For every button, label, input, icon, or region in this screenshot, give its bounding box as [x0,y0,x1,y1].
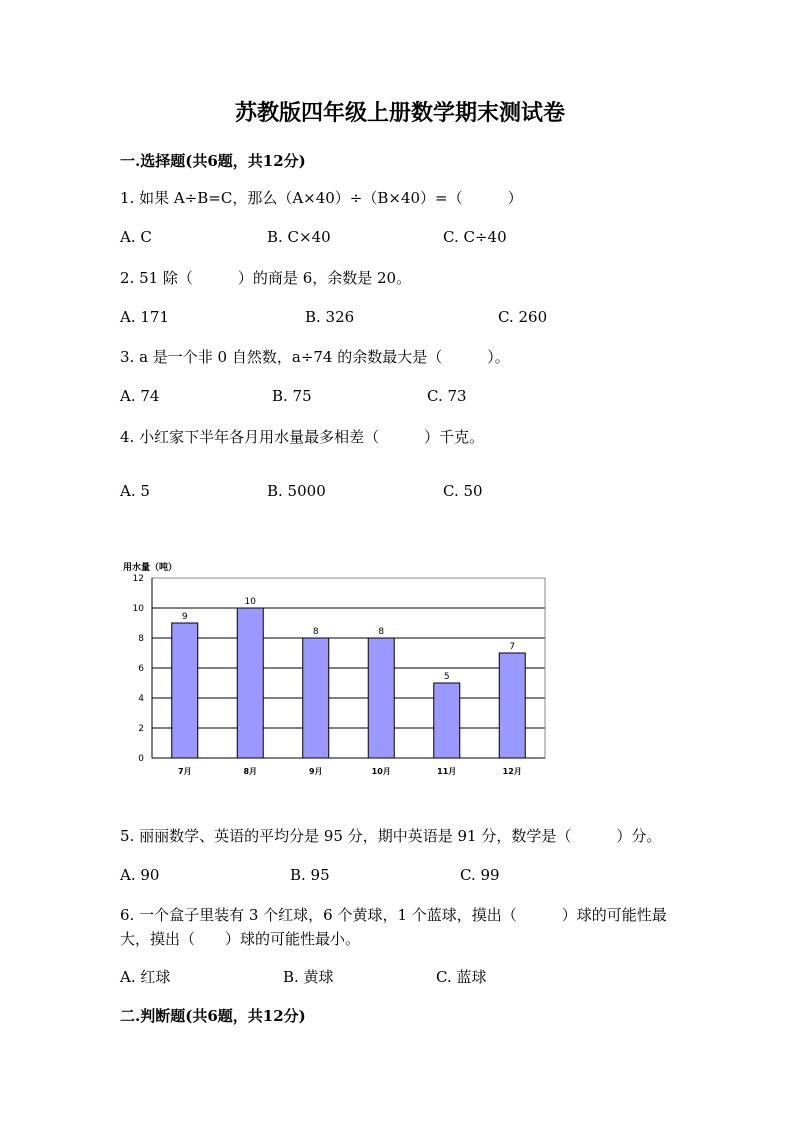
chart-bar [368,638,394,758]
q1-option-c: C. C÷40 [443,228,507,246]
chart-y-tick-label: 0 [138,754,144,764]
chart-y-tick-label: 12 [132,574,144,584]
chart-y-tick-label: 2 [138,724,144,734]
q6-option-a: A. 红球 [120,968,171,986]
chart-bar [499,653,525,758]
chart-x-tick-label: 7月 [177,767,192,776]
page-title: 苏教版四年级上册数学期末测试卷 [234,100,565,126]
chart-x-tick-label: 9月 [308,767,323,776]
chart-bar [172,623,198,758]
question-5: 5. 丽丽数学、英语的平均分是 95 分，期中英语是 91 分，数学是（ ）分。 [120,827,662,845]
chart-data-label: 5 [443,672,450,682]
chart-data-label: 8 [378,627,385,637]
q2-option-c: C. 260 [498,308,548,326]
chart-y-tick-label: 10 [132,604,144,614]
q5-option-c: C. 99 [460,866,500,884]
q4-option-c: C. 50 [443,482,483,500]
water-usage-bar-chart [118,555,558,790]
chart-data-label: 9 [181,612,188,622]
chart-x-tick-label: 11月 [437,767,457,776]
chart-x-tick-label: 8月 [243,767,258,776]
q4-option-a: A. 5 [120,482,150,500]
question-6: 6. 一个盒子里装有 3 个红球，6 个黄球，1 个蓝球，摸出（ ）球的可能性最大，摸出（ ）球的可能性最小。 [120,906,667,948]
section-heading-judgment: 二.判断题(共6题，共12分) [120,1007,306,1025]
q2-option-b: B. 326 [305,308,355,326]
q5-option-b: B. 95 [290,866,330,884]
question-3: 3. a 是一个非 0 自然数，a÷74 的余数最大是（ ）。 [120,348,510,366]
chart-y-tick-label: 6 [138,664,144,674]
q1-option-b: B. C×40 [267,228,331,246]
chart-bar [303,638,329,758]
chart-y-tick-label: 8 [138,634,144,644]
q3-option-b: B. 75 [272,387,312,405]
chart-y-tick-label: 4 [138,694,144,704]
q1-option-a: A. C [120,228,152,246]
chart-x-tick-label: 12月 [502,767,522,776]
chart-data-label: 8 [312,627,319,637]
q5-option-a: A. 90 [120,866,160,884]
chart-bar [434,683,460,758]
chart-x-tick-label: 10月 [371,767,391,776]
q2-option-a: A. 171 [120,308,169,326]
question-4: 4. 小红家下半年各月用水量最多相差（ ）千克。 [120,428,485,446]
section-heading-choice: 一.选择题(共6题，共12分) [120,152,306,170]
q3-option-c: C. 73 [427,387,467,405]
question-1: 1. 如果 A÷B=C，那么（A×40）÷（B×40）=（ ） [120,189,523,207]
chart-data-label: 7 [509,642,516,652]
chart-bar [237,608,263,758]
q3-option-a: A. 74 [120,387,160,405]
chart-y-axis-label: 用水量（吨） [123,563,178,573]
chart-data-label: 10 [244,597,256,607]
q6-option-b: B. 黄球 [283,968,334,986]
q4-option-b: B. 5000 [267,482,326,500]
q6-option-c: C. 蓝球 [436,968,487,986]
question-2: 2. 51 除（ ）的商是 6，余数是 20。 [120,269,412,287]
